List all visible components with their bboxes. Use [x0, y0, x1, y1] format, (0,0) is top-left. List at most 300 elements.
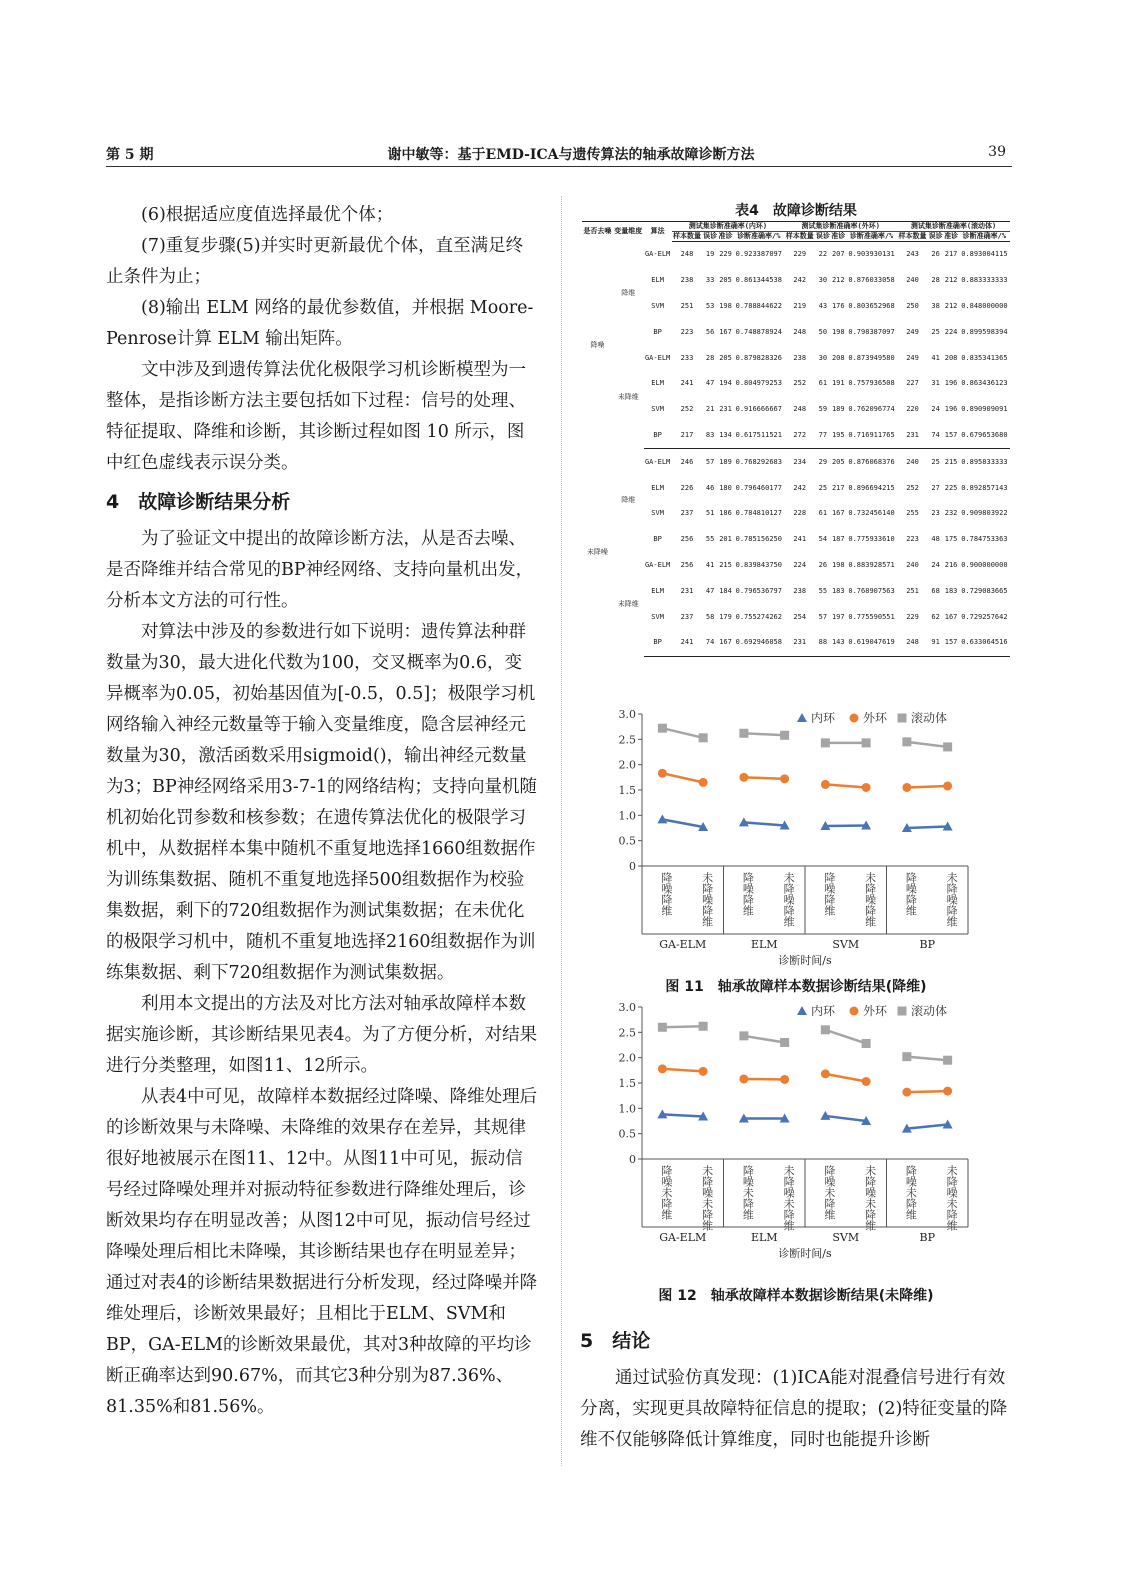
group-label: BP [919, 938, 935, 951]
table-cell: 91 [928, 630, 943, 656]
table-cell: 0.784753363 [961, 535, 1008, 544]
y-tick-label: 1.0 [618, 1102, 636, 1116]
table-cell: 50 [818, 327, 828, 336]
legend-label: 内环 [811, 711, 836, 725]
series-line [825, 825, 866, 826]
group-label: GA-ELM [659, 1231, 707, 1244]
paragraph: 对算法中涉及的参数进行如下说明：遗传算法种群数量为30，最大进化代数为100，交叉概率为0.6，变异概率为0.05，初始基因值为[-0.5，0.5]；极限学习机网络输入神经元数量等于输入变量维度，隐含层神经元数量为30，激活函数采用sigmoid()，输出神经元数量为3；BP神经网络采用3-7-1的网络结构；支持向量机随机初始化罚参数和核参数；在遗传算法优化的极限学习机中，从数据样本集中随机不重复地选择1660组数据作为训练集数据、随机不重复地选择500组数据作为校验集数据，剩下的720组数据作为测试集数据；在未优化的极限学习机中，随机不重复地选择2160组数据作为训练集数据、剩下720组数据作为测试集数据。 [106, 622, 537, 983]
table-subheader: 准诊 [718, 232, 733, 240]
table-cell: 223 [680, 327, 694, 336]
table-row [582, 268, 1010, 294]
table-cell: 217 [831, 483, 845, 492]
data-point [658, 769, 667, 778]
table-group-header: 测试集诊断准确率(外环) [784, 222, 897, 232]
table-cell: 0.768907563 [848, 586, 895, 595]
table-row [582, 475, 1010, 501]
table-subheader: 误诊 [703, 232, 718, 240]
data-point [699, 1022, 708, 1031]
table-cell: 201 [719, 535, 732, 544]
table-label-cell: ELM [651, 483, 664, 492]
table-cell: 240 [906, 276, 919, 285]
data-point [739, 729, 748, 738]
table-cell: 58 [705, 612, 715, 621]
data-point [862, 1039, 871, 1048]
table-label-cell: GA-ELM [644, 457, 671, 466]
table-cell: 24 [931, 405, 940, 414]
table-cell: 217 [944, 250, 958, 259]
y-tick-label: 0.5 [618, 834, 636, 848]
table-cell: 0.796460177 [735, 483, 782, 492]
table-cell: 208 [831, 353, 845, 362]
table-cell: 41 [931, 353, 940, 362]
table-cell: 22 [818, 250, 828, 259]
table-cell: 196 [944, 379, 958, 388]
x-tick-label: 降噪降维 [904, 872, 918, 916]
table-subheader: 诊断准确率/% [959, 232, 1010, 242]
table-cell: 250 [906, 301, 919, 310]
table-cell: 237 [680, 509, 694, 518]
table-row [582, 553, 1010, 579]
legend-label: 外环 [863, 1004, 888, 1018]
x-tick-label: 未降噪降维 [700, 872, 714, 927]
table-cell: 0.785156250 [735, 535, 782, 544]
page-number: 39 [988, 144, 1006, 160]
table-cell: 74 [928, 423, 943, 449]
series-line [744, 1036, 785, 1043]
table-row [582, 242, 1010, 268]
table-cell: 61 [818, 509, 828, 518]
line-chart [580, 993, 1010, 1283]
y-tick-label: 3.0 [618, 1001, 636, 1014]
table-cell: 176 [831, 301, 845, 310]
section-heading: 5 结论 [580, 1330, 651, 1352]
table-cell: 254 [793, 612, 807, 621]
table-cell: 205 [719, 276, 732, 285]
x-tick-label: 降噪未降维 [741, 1165, 755, 1220]
paragraph: (8)输出 ELM 网络的最优参数值，并根据 Moore-Penrose计算 ELM 输出矩阵。 [106, 298, 534, 349]
data-point [821, 1025, 830, 1034]
table-cell: 0.839843750 [735, 560, 782, 569]
table-cell: 0.909803922 [961, 509, 1008, 518]
table-cell: 0.883333333 [961, 276, 1008, 285]
table-cell: 252 [793, 379, 807, 388]
table-cell: 183 [831, 586, 845, 595]
table-cell: 0.796536797 [735, 586, 782, 595]
table-label-cell: BP [644, 630, 672, 656]
table-cell: 248 [793, 327, 807, 336]
table-cell: 224 [793, 560, 807, 569]
table-cell: 134 [718, 423, 733, 449]
series-line [825, 1030, 866, 1044]
table-cell: 255 [906, 509, 919, 518]
y-tick-label: 2.5 [618, 1026, 636, 1040]
paragraph: 利用本文提出的方法及对比方法对轴承故障样本数据实施诊断，其诊断结果见表4。为了方便分析，对结果进行分类整理，如图11、12所示。 [106, 994, 538, 1076]
table-subheader: 样本数量 [785, 232, 814, 240]
table-cell: 175 [944, 535, 958, 544]
series-line [662, 1114, 703, 1116]
table-cell: 251 [680, 301, 694, 310]
table-cell: 0.890909091 [961, 405, 1008, 414]
series-line [662, 773, 703, 782]
data-point [943, 1056, 952, 1065]
legend-marker [898, 1007, 907, 1016]
table-cell: 30 [818, 353, 828, 362]
table-cell: 0.804979253 [735, 379, 782, 388]
y-tick-label: 2.0 [618, 758, 636, 772]
figure-12 [580, 993, 1010, 1283]
table-label-cell: 降维 [621, 288, 636, 297]
table-cell: 248 [680, 250, 694, 259]
table-label-cell: BP [653, 535, 662, 544]
table-cell: 243 [906, 250, 919, 259]
table-cell: 241 [793, 535, 807, 544]
paragraph: 从表4中可见，故障样本数据经过降噪、降维处理后的诊断效果与未降噪、未降维的效果存在差异，其规律很好地被展示在图11、12中。从图11中可见，振动信号经过降噪处理并对振动特征参数进行降维处理后，诊断效果均存在明显改善；从图12中可见，振动信号经过降噪处理后相比未降噪，其诊断结果也存在明显差异；通过对表4的诊断结果数据进行分析发现，经过降噪并降维处理后，诊断效果最好；且相比于ELM、SVM和BP，GA-ELM的诊断效果最优，其对3种故障的平均诊断正确率达到90.67%，而其它3种分别为87.36%、81.35%和81.56%。 [106, 1087, 538, 1417]
table-cell: 48 [931, 535, 940, 544]
table-cell: 256 [680, 560, 694, 569]
y-tick-label: 1.5 [618, 784, 636, 797]
table-cell: 194 [719, 379, 732, 388]
data-point [739, 1074, 748, 1083]
x-axis-label: 诊断时间/s [778, 1247, 832, 1260]
data-point [699, 778, 708, 787]
table-cell: 238 [793, 586, 807, 595]
x-tick-label: 未降噪未降维 [700, 1165, 714, 1231]
table-cell: 229 [719, 250, 732, 259]
table-header: 是否去噪 [582, 222, 613, 242]
table-cell: 0.633064516 [959, 630, 1010, 656]
table-cell: 0.775590551 [848, 612, 895, 621]
table-label-cell: GA-ELM [644, 560, 671, 569]
table-label-cell: 未降维 [617, 392, 639, 401]
table-cell: 212 [944, 276, 958, 285]
series-line [907, 742, 948, 747]
group-label: ELM [750, 1231, 778, 1244]
table-cell: 215 [944, 457, 958, 466]
table-cell: 46 [705, 483, 715, 492]
table-cell: 88 [815, 630, 830, 656]
running-title: 谢中敏等：基于EMD-ICA与遗传算法的轴承故障诊断方法 [387, 147, 755, 163]
table-cell: 33 [705, 276, 715, 285]
table-cell: 0.835341365 [961, 353, 1008, 362]
table-cell: 0.923387097 [735, 250, 782, 259]
table-cell: 0.679653680 [959, 423, 1010, 449]
table-label-cell: 未降维 [617, 599, 639, 608]
legend-label: 滚动体 [911, 711, 948, 725]
data-point [943, 742, 952, 751]
table-cell: 57 [705, 457, 715, 466]
legend-marker [850, 1007, 859, 1016]
table-cell: 0.903930131 [848, 250, 895, 259]
table-cell: 167 [831, 509, 845, 518]
table-cell: 241 [672, 630, 703, 656]
table-row [582, 371, 1010, 397]
table-cell: 241 [680, 379, 694, 388]
y-tick-label: 2.0 [618, 1051, 636, 1065]
series-line [907, 826, 948, 828]
table-label-cell: 降噪 [590, 340, 605, 349]
table-subheader: 诊断准确率/% [733, 232, 784, 242]
table-cell: 197 [831, 612, 845, 621]
data-point [862, 738, 871, 747]
y-tick-label: 3.0 [618, 708, 636, 721]
paragraph: (7)重复步骤(5)并实时更新最优个体，直至满足终止条件为止； [106, 236, 524, 287]
table-cell: 0.895833333 [961, 457, 1008, 466]
table-cell: 157 [943, 423, 958, 449]
table-cell: 198 [719, 301, 732, 310]
table-cell: 216 [944, 560, 958, 569]
table-cell: 0.876068376 [848, 457, 895, 466]
data-point [821, 738, 830, 747]
table-cell: 0.916666667 [735, 405, 782, 414]
table-row [582, 319, 1010, 345]
x-tick-label: 未降噪未降维 [782, 1165, 796, 1231]
table-cell: 252 [906, 483, 919, 492]
x-tick-label: 降噪降维 [741, 872, 755, 916]
table-row [582, 345, 1010, 371]
data-point [658, 1064, 667, 1073]
data-point [862, 1077, 871, 1086]
paragraph: (6)根据适应度值选择最优个体； [141, 205, 394, 225]
paragraph: 文中涉及到遗传算法优化极限学习机诊断模型为一整体，是指诊断方法主要包括如下过程：信号的处理、特征提取、降维和诊断，其诊断过程如图 10 所示，图中红色虚线表示误分类。 [106, 360, 526, 473]
table-cell: 59 [818, 405, 828, 414]
table-cell: 207 [831, 250, 845, 259]
figure-caption: 图 11 轴承故障样本数据诊断结果(降维) [665, 979, 927, 995]
table-label-cell: BP [653, 327, 662, 336]
table-cell: 233 [680, 353, 694, 362]
table-cell: 28 [705, 353, 715, 362]
table-cell: 225 [944, 483, 958, 492]
data-point [862, 783, 871, 792]
table-cell: 53 [705, 301, 715, 310]
table-cell: 55 [705, 535, 715, 544]
table-cell: 28 [931, 276, 940, 285]
table-subheader: 诊断准确率/% [846, 232, 897, 242]
group-label: GA-ELM [659, 938, 707, 951]
table-label-cell: 降维 [621, 496, 636, 505]
x-axis-label: 诊断时间/s [778, 954, 832, 967]
data-point [902, 737, 911, 746]
table-cell: 25 [818, 483, 828, 492]
series-line [744, 733, 785, 735]
paragraph: 通过试验仿真发现：(1)ICA能对混叠信号进行有效分离，实现更具故障特征信息的提取；(2)特征变量的降维不仅能够降低计算维度，同时也能提升诊断 [580, 1368, 1008, 1450]
data-point [658, 1023, 667, 1032]
table-cell: 27 [931, 483, 940, 492]
y-tick-label: 2.5 [618, 733, 636, 747]
table-cell: 47 [705, 379, 715, 388]
table-cell: 217 [672, 423, 703, 449]
table-cell: 249 [906, 353, 919, 362]
table-cell: 43 [818, 301, 828, 310]
data-point [658, 724, 667, 733]
series-line [907, 1057, 948, 1061]
x-tick-label: 降噪降维 [659, 872, 673, 916]
series-line [907, 1125, 948, 1129]
table-cell: 205 [719, 353, 732, 362]
table-cell: 187 [831, 535, 845, 544]
table-cell: 228 [793, 509, 807, 518]
table-cell: 0.788844622 [735, 301, 782, 310]
table-cell: 240 [906, 457, 919, 466]
table-cell: 256 [680, 535, 694, 544]
table-cell: 189 [719, 457, 732, 466]
table-cell: 205 [831, 457, 845, 466]
group-label: BP [919, 1231, 935, 1244]
table-cell: 231 [719, 405, 732, 414]
table-cell: 56 [705, 327, 715, 336]
y-tick-label: 1.0 [618, 809, 636, 823]
series-line [825, 1074, 866, 1082]
table-cell: 246 [680, 457, 694, 466]
table-cell: 143 [831, 630, 846, 656]
table-cell: 272 [784, 423, 815, 449]
table-cell: 212 [944, 301, 958, 310]
x-tick-label: 降噪未降维 [822, 1165, 836, 1220]
table-cell: 19 [705, 250, 715, 259]
table-cell: 23 [931, 509, 940, 518]
running-header [106, 140, 1012, 167]
table-cell: 219 [793, 301, 807, 310]
x-tick-label: 降噪未降维 [904, 1165, 918, 1220]
x-tick-label: 降噪未降维 [659, 1165, 673, 1220]
table-cell: 237 [680, 612, 694, 621]
table-cell: 54 [818, 535, 828, 544]
table-row [582, 630, 1010, 656]
table-label-cell: 未降噪 [586, 548, 608, 557]
table-cell: 196 [944, 405, 958, 414]
series-line [907, 1091, 948, 1092]
table-cell: 0.762096774 [848, 405, 895, 414]
table-cell: 0.617511521 [733, 423, 784, 449]
data-point [739, 1031, 748, 1040]
data-point [821, 1069, 830, 1078]
data-point [699, 1067, 708, 1076]
table-cell: 242 [793, 483, 807, 492]
table-cell: 0.798387097 [848, 327, 895, 336]
table-cell: 68 [931, 586, 940, 595]
table-row [582, 294, 1010, 320]
table-cell: 238 [793, 353, 807, 362]
table-subheader: 准诊 [944, 232, 959, 240]
table-cell: 198 [831, 327, 845, 336]
table-cell: 198 [831, 560, 845, 569]
data-point [943, 1087, 952, 1096]
table-label-cell: GA-ELM [644, 353, 671, 362]
table-cell: 0.879828326 [735, 353, 782, 362]
series-line [662, 1026, 703, 1027]
table-subheader: 误诊 [815, 232, 830, 240]
table-cell: 167 [719, 327, 732, 336]
table-group-header: 测试集诊断准确率(内环) [672, 222, 785, 232]
table-cell: 26 [818, 560, 828, 569]
series-line [907, 786, 948, 788]
table-cell: 31 [931, 379, 940, 388]
table-cell: 248 [897, 630, 928, 656]
series-line [825, 784, 866, 787]
table-subheader: 准诊 [831, 232, 846, 240]
table-cell: 242 [793, 276, 807, 285]
table-group-header: 测试集诊断准确率(滚动体) [897, 222, 1010, 232]
table-cell: 41 [705, 560, 715, 569]
table-cell: 47 [705, 586, 715, 595]
table-cell: 0.729257642 [961, 612, 1008, 621]
table-cell: 0.892857143 [961, 483, 1008, 492]
table-cell: 30 [818, 276, 828, 285]
table-cell: 179 [719, 612, 732, 621]
table-cell: 0.716911765 [846, 423, 897, 449]
table-row [582, 501, 1010, 527]
data-point [780, 1075, 789, 1084]
line-chart [580, 700, 1010, 970]
table-cell: 57 [818, 612, 828, 621]
table-cell: 0.619047619 [846, 630, 897, 656]
series-line [662, 819, 703, 827]
table-cell: 0.883928571 [848, 560, 895, 569]
table-cell: 157 [943, 630, 958, 656]
table-cell: 77 [815, 423, 830, 449]
series-line [662, 728, 703, 738]
table-cell: 232 [944, 509, 958, 518]
legend-marker [850, 714, 859, 723]
table-cell: 229 [793, 250, 807, 259]
table-cell: 38 [931, 301, 940, 310]
y-tick-label: 0 [629, 860, 636, 873]
legend-label: 滚动体 [911, 1004, 948, 1018]
table-subheader: 样本数量 [898, 232, 927, 240]
table-cell: 62 [931, 612, 940, 621]
table-cell: 0.692946058 [733, 630, 784, 656]
table-header: 算法 [644, 222, 672, 242]
y-tick-label: 1.5 [618, 1077, 636, 1090]
table-cell: 251 [906, 586, 919, 595]
table-cell: 0.755274262 [735, 612, 782, 621]
table-cell: 189 [831, 405, 845, 414]
table-cell: 234 [793, 457, 807, 466]
table-cell: 195 [831, 423, 846, 449]
table-cell: 227 [906, 379, 919, 388]
table-cell: 167 [944, 612, 958, 621]
table-cell: 223 [906, 535, 919, 544]
series-line [744, 1079, 785, 1080]
legend-label: 外环 [863, 711, 888, 725]
legend-marker [898, 714, 907, 723]
table-cell: 0.896694215 [848, 483, 895, 492]
table-cell: 184 [719, 586, 732, 595]
group-label: SVM [832, 1231, 860, 1244]
table-label-cell: SVM [651, 612, 664, 621]
table-label-cell: GA-ELM [644, 250, 671, 259]
table-subheader: 误诊 [928, 232, 943, 240]
table-cell: 186 [719, 509, 732, 518]
table-cell: 212 [831, 276, 845, 285]
table-cell: 0.748878924 [735, 327, 782, 336]
table-cell: 208 [944, 353, 958, 362]
table-row [582, 604, 1010, 630]
table-label-cell: SVM [651, 509, 664, 518]
paragraph: 为了验证文中提出的故障诊断方法，从是否去噪、是否降维并结合常见的BP神经网络、支持向量机出发，分析本文方法的可行性。 [106, 529, 534, 611]
table-cell: 26 [931, 250, 940, 259]
left-column [106, 200, 538, 1423]
x-tick-label: 未降噪未降维 [945, 1165, 959, 1231]
table-cell: 224 [944, 327, 958, 336]
data-point [902, 783, 911, 792]
table-cell: 229 [906, 612, 919, 621]
x-tick-label: 未降噪降维 [782, 872, 796, 927]
table-cell: 0.768292683 [735, 457, 782, 466]
legend-label: 内环 [811, 1004, 836, 1018]
x-tick-label: 未降噪未降维 [863, 1165, 877, 1231]
data-point [902, 1088, 911, 1097]
table-label-cell: SVM [651, 301, 664, 310]
